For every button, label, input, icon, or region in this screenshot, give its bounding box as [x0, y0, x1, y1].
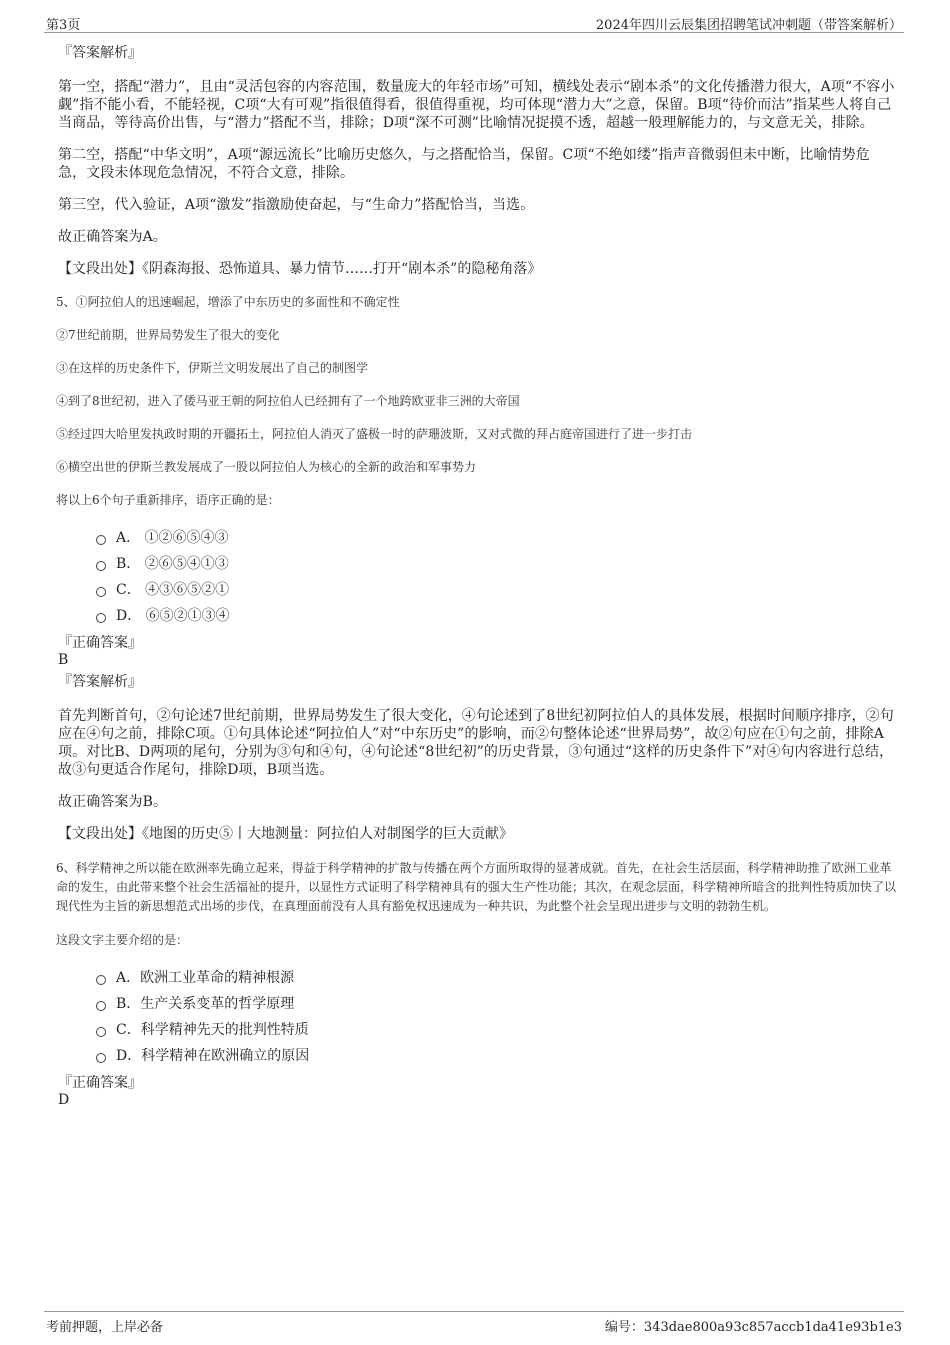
q5-source: 【文段出处】《地图的历史⑤丨大地测量：阿拉伯人对制图学的巨大贡献》 [58, 826, 513, 842]
page-header [44, 12, 904, 33]
q5-analysis-para: 首先判断首句，②句论述7世纪前期，世界局势发生了很大变化，④句论述到了8世纪初阿拉伯人的具体发展，根据时间顺序排序，②句应在④句之前，排除C项。①句具体论述“阿拉伯人”对“中东历史”的影响，而②句整体论述“世界局势”，故②句应在①句之前，排除A项。对比B、D两项的尾句，分别为③句和④句，④句论述“8世纪初”的历史背景，③句通过“这样的历史条件下”对④句内容进行总结，故③句更适合作尾句，排除D项，B项当选。 [58, 708, 894, 778]
q6-passage: 6、科学精神之所以能在欧洲率先确立起来，得益于科学精神的扩散与传播在两个方面所取得的显著成就。首先，在社会生活层面，科学精神助推了欧洲工业革命的发生，由此带来整个社会生活福祉的提升，以显性方式证明了科学精神具有的强大生产性功能；其次，在观念层面，科学精神所暗含的批判性特质加快了以现代性为主旨的新思想范式出场的步伐，在真理面前没有人具有豁免权迅速成为一种共识，为此整个社会呈现出进步与文明的勃勃生机。 [56, 861, 897, 913]
radio-icon[interactable] [96, 561, 106, 571]
q6-option-c[interactable] [96, 1017, 896, 1043]
q5-sentence: ②7世纪前期，世界局势发生了很大的变化 [56, 328, 280, 342]
q5-conclusion: 故正确答案为B。 [58, 794, 168, 810]
q5-option-label: C． ④③⑥⑤②① [116, 582, 230, 598]
page-content [56, 44, 896, 1113]
q5-option-label: B． ②⑥⑤④①③ [116, 556, 229, 572]
page-footer [44, 1311, 904, 1334]
q6-option-b[interactable] [96, 991, 896, 1017]
radio-icon[interactable] [96, 1053, 106, 1063]
q4-source: 【文段出处】《阴森海报、恐怖道具、暴力情节……打开“剧本杀”的隐秘角落》 [58, 261, 542, 277]
radio-icon[interactable] [96, 613, 106, 623]
q5-prompt: 将以上6个句子重新排序，语序正确的是： [56, 493, 280, 507]
q6-option-label: C．科学精神先天的批判性特质 [116, 1022, 309, 1038]
q5-sentence: ⑥横空出世的伊斯兰教发展成了一股以阿拉伯人为核心的全新的政治和军事势力 [56, 460, 477, 474]
q5-sentence: ⑤经过四大哈里发执政时期的开疆拓土，阿拉伯人消灭了盛极一时的萨珊波斯，又对式微的拜占庭帝国进行了进一步打击 [56, 427, 693, 441]
page-number: 第3页 [46, 18, 81, 33]
q4-analysis-para: 第二空，搭配“中华文明”，A项“源远流长”比喻历史悠久，与之搭配恰当，保留。C项“不绝如缕”指声音微弱但未中断，比喻情势危急，文段未体现危急情况，不符合文意，排除。 [58, 147, 870, 181]
q6-answer: D [58, 1092, 70, 1108]
q5-option-label: A． ①②⑥⑤④③ [116, 530, 229, 546]
q6-option-d[interactable] [96, 1043, 896, 1069]
q4-analysis-para: 第一空，搭配“潜力”，且由“灵活包容的内容范围，数量庞大的年轻市场”可知，横线处表示“剧本杀”的文化传播潜力很大，A项“不容小觑”指不能小看，不能轻视，C项“大有可观”指很值得看，很值得重视，均可体现“潜力大”之意，保留。B项“待价而沽”指某些人将自己当商品，等待高价出售，与“潜力”搭配不当，排除；D项“深不可测”比喻情况捉摸不透，超越一般理解能力的，与文意无关，排除。 [58, 79, 895, 131]
q5-sentence: ④到了8世纪初，进入了倭马亚王朝的阿拉伯人已经拥有了一个地跨欧亚非三洲的大帝国 [56, 394, 520, 408]
q5-answer: B [58, 652, 69, 668]
q5-option-c[interactable] [96, 577, 896, 603]
radio-icon[interactable] [96, 535, 106, 545]
q6-option-a[interactable] [96, 965, 896, 991]
radio-icon[interactable] [96, 1027, 106, 1037]
q5-option-b[interactable] [96, 551, 896, 577]
q4-analysis-label: 『答案解析』 [58, 45, 142, 61]
q4-conclusion: 故正确答案为A。 [58, 229, 167, 245]
q5-option-label: D． ⑥⑤②①③④ [116, 608, 230, 624]
q6-options [96, 965, 896, 1069]
q4-analysis-para: 第三空，代入验证，A项“激发”指激励使奋起，与“生命力”搭配恰当，当选。 [58, 197, 535, 213]
q5-options [96, 525, 896, 629]
q5-sentence: 5、①阿拉伯人的迅速崛起，增添了中东历史的多面性和不确定性 [56, 295, 400, 309]
radio-icon[interactable] [96, 975, 106, 985]
q5-sentence: ③在这样的历史条件下，伊斯兰文明发展出了自己的制图学 [56, 361, 369, 375]
q5-answer-label: 『正确答案』 [58, 635, 142, 651]
q6-option-label: D．科学精神在欧洲确立的原因 [116, 1048, 310, 1064]
document-title: 2024年四川云辰集团招聘笔试冲刺题（带答案解析） [595, 18, 902, 33]
footer-slogan: 考前押题，上岸必备 [46, 1320, 164, 1335]
q6-prompt: 这段文字主要介绍的是： [56, 933, 189, 947]
document-id: 编号：343dae800a93c857accb1da41e93b1e3 [604, 1320, 902, 1335]
q6-option-label: B．生产关系变革的哲学原理 [116, 996, 295, 1012]
q5-option-d[interactable] [96, 603, 896, 629]
radio-icon[interactable] [96, 1001, 106, 1011]
q5-analysis-label: 『答案解析』 [58, 674, 142, 690]
radio-icon[interactable] [96, 587, 106, 597]
q6-answer-label: 『正确答案』 [58, 1075, 142, 1091]
q6-option-label: A．欧洲工业革命的精神根源 [116, 970, 295, 986]
q5-option-a[interactable] [96, 525, 896, 551]
